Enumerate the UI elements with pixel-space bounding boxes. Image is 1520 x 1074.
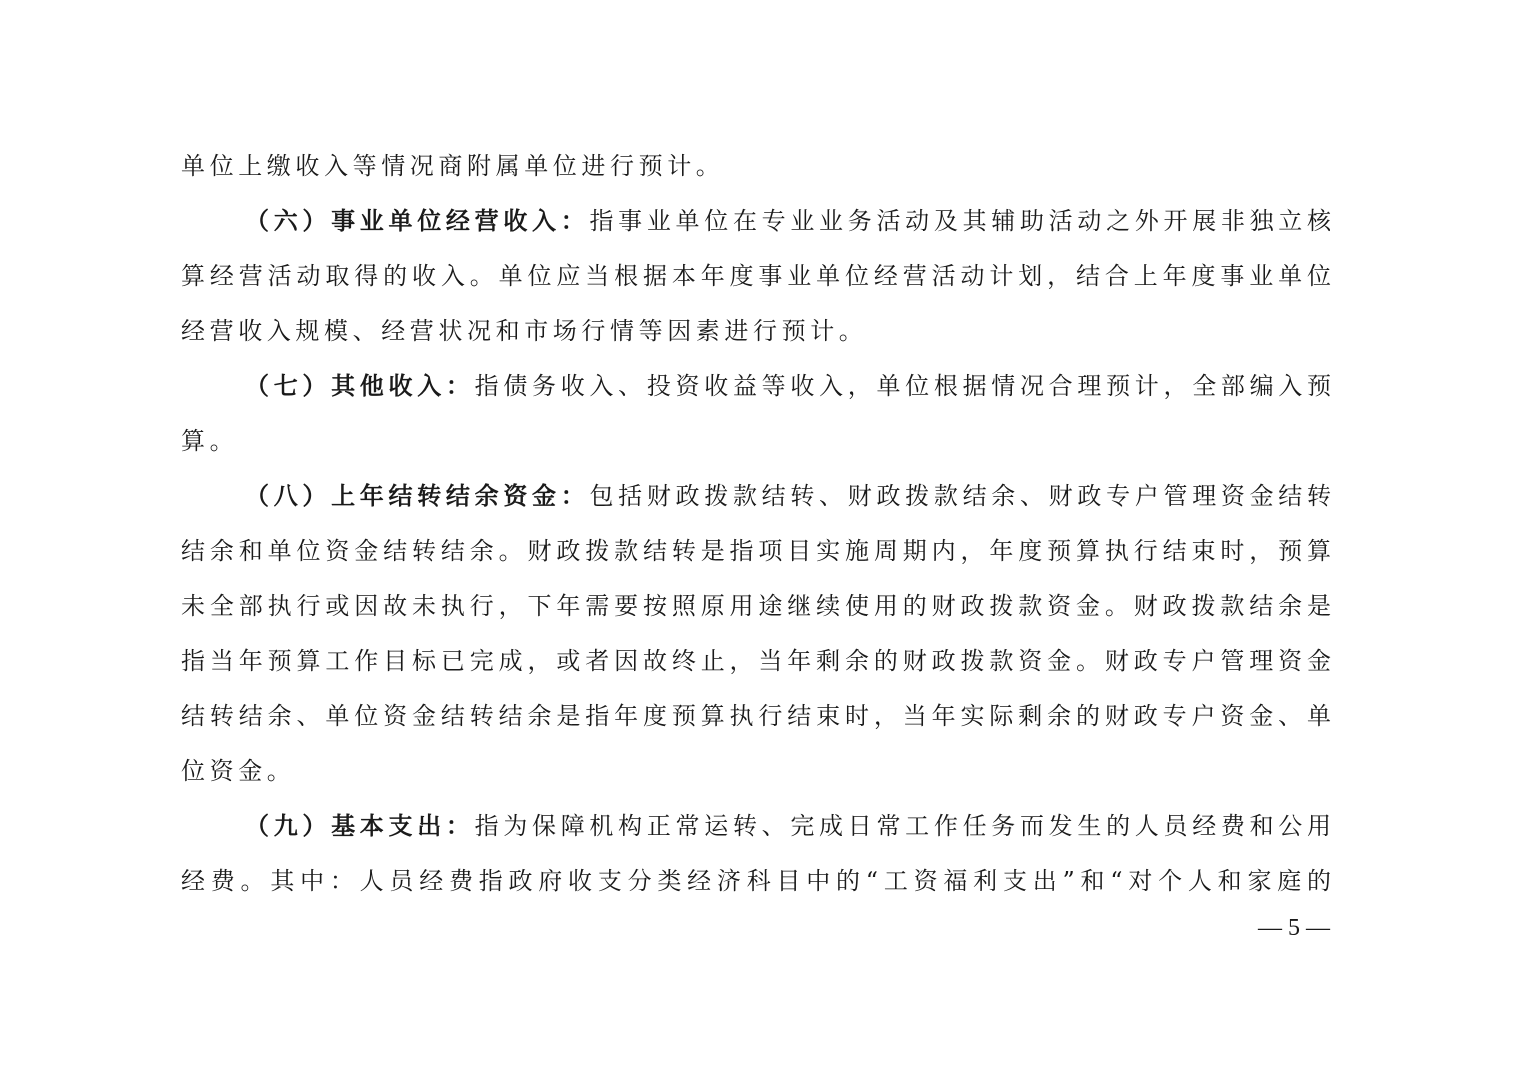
paragraph-line xyxy=(181,641,1331,681)
paragraph-text: 位资金。 xyxy=(181,757,296,785)
section-heading-business-income: （六）事业单位经营收入： xyxy=(245,206,590,235)
paragraph-text: 未全部执行或因故未执行，下年需要按照原用途继续使用的财政拨款资金。财政拨款结余是 xyxy=(181,592,1331,620)
paragraph-text: 指事业单位在专业业务活动及其辅助活动之外开展非独立核 xyxy=(589,207,1332,235)
paragraph-text: 单位上缴收入等情况商附属单位进行预计。 xyxy=(181,152,725,180)
paragraph-text: 算经营活动取得的收入。单位应当根据本年度事业单位经营活动计划，结合上年度事业单位 xyxy=(181,262,1331,290)
section-heading-basic-expenditure: （九）基本支出： xyxy=(245,811,475,840)
section-heading-other-income: （七）其他收入： xyxy=(245,371,475,400)
paragraph-line xyxy=(181,586,1331,626)
page-number: — 5 — xyxy=(1258,915,1330,941)
paragraph-text: 结余和单位资金结转结余。财政拨款结转是指项目实施周期内，年度预算执行结束时，预算 xyxy=(181,537,1331,565)
paragraph-line xyxy=(181,146,1331,186)
paragraph-text: 经营收入规模、经营状况和市场行情等因素进行预计。 xyxy=(181,317,868,345)
paragraph-line xyxy=(181,751,1331,791)
paragraph-text: 算。 xyxy=(181,427,239,455)
paragraph-line xyxy=(181,476,1331,516)
paragraph-line xyxy=(181,311,1331,351)
paragraph-line xyxy=(181,696,1331,736)
paragraph-line xyxy=(181,256,1331,296)
paragraph-line xyxy=(181,366,1331,406)
paragraph-line xyxy=(181,201,1331,241)
paragraph-text: 指当年预算工作目标已完成，或者因故终止，当年剩余的财政拨款资金。财政专户管理资金 xyxy=(181,647,1331,675)
section-heading-carryover-funds: （八）上年结转结余资金： xyxy=(245,481,590,510)
paragraph-line xyxy=(181,421,1331,461)
paragraph-text: 结转结余、单位资金结转结余是指年度预算执行结束时，当年实际剩余的财政专户资金、单 xyxy=(181,702,1331,730)
paragraph-text: 经费。其中：人员经费指政府收支分类经济科目中的“工资福利支出”和“对个人和家庭的 xyxy=(181,867,1331,895)
paragraph-text: 包括财政拨款结转、财政拨款结余、财政专户管理资金结转 xyxy=(589,482,1332,510)
paragraph-line xyxy=(181,531,1331,571)
paragraph-text: 指债务收入、投资收益等收入，单位根据情况合理预计，全部编入预 xyxy=(474,372,1332,400)
paragraph-text: 指为保障机构正常运转、完成日常工作任务而发生的人员经费和公用 xyxy=(474,812,1332,840)
paragraph-line xyxy=(181,806,1331,846)
paragraph-line xyxy=(181,861,1331,901)
